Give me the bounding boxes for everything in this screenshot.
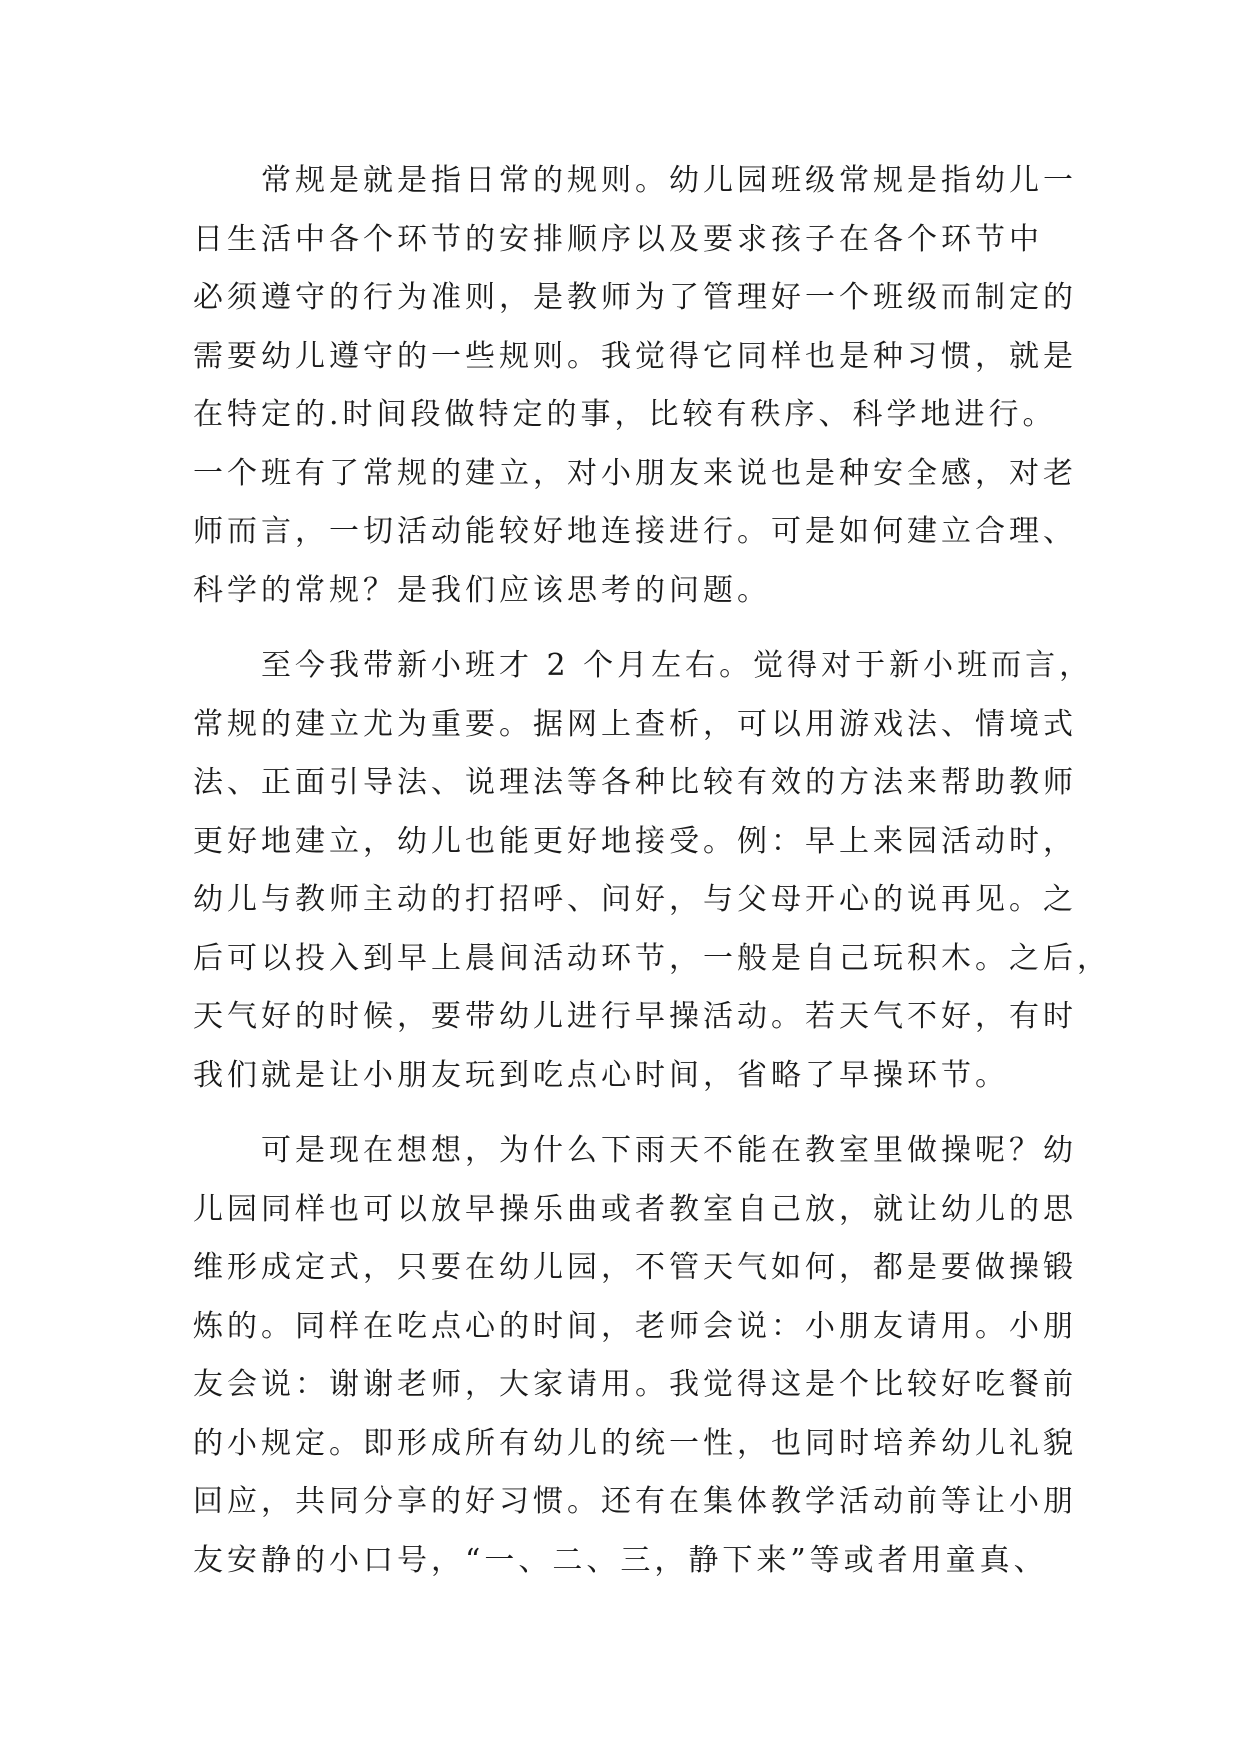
text-line: 天气好的时候，要带幼儿进行早操活动。若天气不好，有时 bbox=[193, 999, 1077, 1034]
text-line: 常规是就是指日常的规则。幼儿园班级常规是指幼儿一 bbox=[261, 163, 1077, 198]
text-line: 儿园同样也可以放早操乐曲或者教室自己放，就让幼儿的思 bbox=[193, 1191, 1077, 1227]
text-line: 科学的常规？是我们应该思考的问题。 bbox=[193, 572, 771, 608]
paragraph bbox=[193, 637, 1111, 1105]
paragraph-gap bbox=[193, 620, 1063, 637]
text-line: 常规的建立尤为重要。据网上查析，可以用游戏法、情境式 bbox=[193, 706, 1077, 742]
paragraph bbox=[193, 152, 1077, 620]
text-line: 维形成定式，只要在幼儿园，不管天气如何，都是要做操锻 bbox=[193, 1250, 1077, 1285]
text-line: 必须遵守的行为准则，是教师为了管理好一个班级而制定的 bbox=[193, 280, 1077, 315]
text-line: 后可以投入到早上晨间活动环节，一般是自己玩积木。之后， bbox=[193, 940, 1111, 976]
text-line: 一个班有了常规的建立，对小朋友来说也是种安全感，对老 bbox=[193, 455, 1077, 491]
text-line: 日生活中各个环节的安排顺序以及要求孩子在各个环节中 bbox=[193, 221, 1043, 257]
text-line: 法、正面引导法、说理法等各种比较有效的方法来帮助教师 bbox=[193, 765, 1077, 800]
text-line: 师而言，一切活动能较好地连接进行。可是如何建立合理、 bbox=[193, 514, 1077, 549]
text-line: 回应，共同分享的好习惯。还有在集体教学活动前等让小朋 bbox=[193, 1484, 1077, 1519]
text-line: 更好地建立，幼儿也能更好地接受。例：早上来园活动时， bbox=[193, 823, 1077, 859]
text-line: 友安静的小口号，“一、二、三，静下来”等或者用童真、 bbox=[193, 1542, 1048, 1578]
text-line: 在特定的.时间段做特定的事，比较有秩序、科学地进行。 bbox=[193, 397, 1057, 432]
text-line: 友会说：谢谢老师，大家请用。我觉得这是个比较好吃餐前 bbox=[193, 1367, 1077, 1402]
text-line: 至今我带新小班才 2 个月左右。觉得对于新小班而言， bbox=[261, 648, 1094, 683]
body-text bbox=[193, 152, 1111, 1590]
text-line: 幼儿与教师主动的打招呼、问好，与父母开心的说再见。之 bbox=[193, 882, 1077, 917]
text-line: 需要幼儿遵守的一些规则。我觉得它同样也是种习惯，就是 bbox=[193, 338, 1077, 374]
text-line: 我们就是让小朋友玩到吃点心时间，省略了早操环节。 bbox=[193, 1057, 1009, 1093]
paragraph bbox=[193, 1122, 1077, 1590]
paragraph-gap bbox=[193, 1105, 1063, 1122]
text-line: 炼的。同样在吃点心的时间，老师会说：小朋友请用。小朋 bbox=[193, 1308, 1077, 1344]
text-line: 可是现在想想，为什么下雨天不能在教室里做操呢？幼 bbox=[261, 1133, 1077, 1168]
text-line: 的小规定。即形成所有幼儿的统一性，也同时培养幼儿礼貌 bbox=[193, 1425, 1077, 1461]
